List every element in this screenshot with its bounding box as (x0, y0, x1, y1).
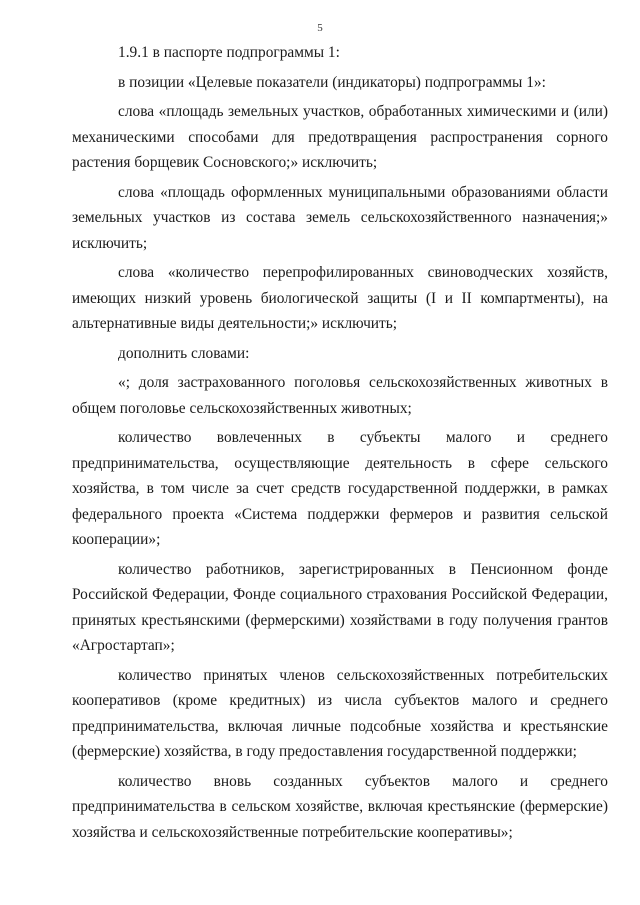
paragraph-exclusion-2: слова «площадь оформленных муниципальными образованиями области земельных участков из состава земель сельскохозяйственного назначения;» исключить; (72, 183, 608, 252)
paragraph-position-heading: в позиции «Целевые показатели (индикаторы) подпрограммы 1»: (118, 73, 546, 91)
paragraph-addition-heading: дополнить словами: (118, 344, 250, 362)
paragraph-addition-2: количество вовлеченных в субъекты малого и среднего предпринимательства, осуществляющие деятельность в сфере сельского хозяйства, в том числе за счет средств государственной поддержки, в рамках федерального проекта «Система поддержки фермеров и развития сельской кооперации»; (72, 429, 608, 548)
document-body (72, 40, 608, 849)
paragraph-exclusion-3: слова «количество перепрофилированных свиноводческих хозяйств, имеющих низкий уровень биологической защиты (I и II компартменты), на альтернативные виды деятельности;» исключить; (72, 264, 608, 332)
paragraph-addition-3: количество работников, зарегистрированных в Пенсионном фонде Российской Федерации, Фонде социального страхования Российской Федерации, принятых крестьянскими (фермерскими) хозяйствами в году получения грантов «Агростартап»; (72, 560, 608, 654)
page-number: 5 (317, 22, 323, 34)
paragraph-section-heading: 1.9.1 в паспорте подпрограммы 1: (118, 44, 340, 61)
paragraph-addition-5: количество вновь созданных субъектов малого и среднего предпринимательства в сельском хозяйстве, включая крестьянские (фермерские) хозяйства и сельскохозяйственные потребительские кооперативы»; (72, 772, 608, 841)
paragraph-addition-1: «; доля застрахованного поголовья сельскохозяйственных животных в общем поголовье сельскохозяйственных животных; (72, 374, 608, 417)
paragraph-addition-4: количество принятых членов сельскохозяйственных потребительских кооперативов (кроме кредитных) из числа субъектов малого и среднего предпринимательства, включая личные подсобные хозяйства и крестьянские (фермерские) хозяйства, в году предоставления государственной поддержки; (72, 666, 608, 760)
paragraph-exclusion-1: слова «площадь земельных участков, обработанных химическими и (или) механическими способами для предотвращения распространения сорного растения борщевик Сосновского;» исключить; (72, 103, 608, 171)
